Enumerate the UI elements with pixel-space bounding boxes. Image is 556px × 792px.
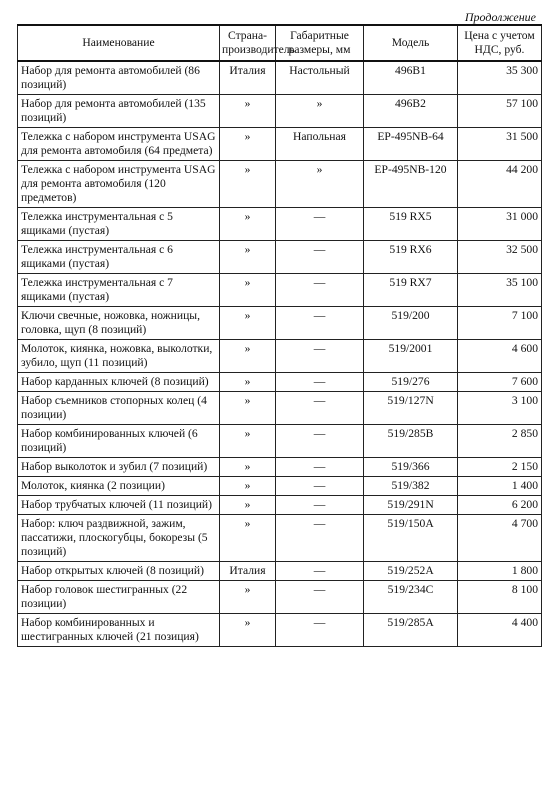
cell-size: —	[276, 373, 364, 392]
table-header	[18, 25, 542, 61]
cell-price: 2 850	[458, 425, 542, 458]
cell-country: »	[220, 477, 276, 496]
cell-country: »	[220, 581, 276, 614]
cell-size: —	[276, 392, 364, 425]
cell-size: —	[276, 562, 364, 581]
table-row	[18, 392, 542, 425]
header-price: Цена с учетом НДС, руб.	[458, 25, 542, 61]
cell-country: »	[220, 274, 276, 307]
cell-model: 519/252A	[364, 562, 458, 581]
cell-name: Молоток, киянка, ножовка, выколотки, зубило, щуп (11 позиций)	[18, 340, 220, 373]
table-row	[18, 614, 542, 647]
table-row	[18, 477, 542, 496]
table-row	[18, 274, 542, 307]
cell-size: —	[276, 477, 364, 496]
cell-country: Италия	[220, 562, 276, 581]
cell-country: »	[220, 208, 276, 241]
table-row	[18, 340, 542, 373]
table-row	[18, 95, 542, 128]
cell-name: Набор съемников стопорных колец (4 позиции)	[18, 392, 220, 425]
cell-price: 1 400	[458, 477, 542, 496]
header-size: Габаритные размеры, мм	[276, 25, 364, 61]
table-row	[18, 496, 542, 515]
table-row	[18, 208, 542, 241]
cell-model: 519/200	[364, 307, 458, 340]
cell-name: Молоток, киянка (2 позиции)	[18, 477, 220, 496]
cell-name: Набор комбинированных ключей (6 позиций)	[18, 425, 220, 458]
cell-price: 4 700	[458, 515, 542, 562]
cell-name: Набор комбинированных и шестигранных ключей (21 позиция)	[18, 614, 220, 647]
cell-price: 6 200	[458, 496, 542, 515]
cell-country: »	[220, 496, 276, 515]
cell-size: —	[276, 614, 364, 647]
cell-price: 35 100	[458, 274, 542, 307]
cell-size: —	[276, 496, 364, 515]
cell-country: »	[220, 515, 276, 562]
table-row	[18, 458, 542, 477]
cell-name: Набор выколоток и зубил (7 позиций)	[18, 458, 220, 477]
cell-size: —	[276, 274, 364, 307]
cell-price: 4 600	[458, 340, 542, 373]
cell-size: Настольный	[276, 61, 364, 95]
cell-price: 3 100	[458, 392, 542, 425]
cell-name: Набор для ремонта автомобилей (86 позиций)	[18, 61, 220, 95]
cell-name: Тележка с набором инструмента USAG для ремонта автомобиля (120 предметов)	[18, 161, 220, 208]
cell-price: 1 800	[458, 562, 542, 581]
cell-name: Набор головок шестигранных (22 позиции)	[18, 581, 220, 614]
header-model: Модель	[364, 25, 458, 61]
cell-model: 519/150A	[364, 515, 458, 562]
cell-model: 519/234C	[364, 581, 458, 614]
cell-size: »	[276, 161, 364, 208]
cell-model: 519/127N	[364, 392, 458, 425]
cell-price: 7 600	[458, 373, 542, 392]
cell-size: —	[276, 581, 364, 614]
cell-size: —	[276, 208, 364, 241]
cell-price: 32 500	[458, 241, 542, 274]
cell-model: 496B2	[364, 95, 458, 128]
cell-name: Тележка с набором инструмента USAG для ремонта автомобиля (64 предмета)	[18, 128, 220, 161]
cell-country: »	[220, 128, 276, 161]
cell-price: 31 500	[458, 128, 542, 161]
cell-model: 519/382	[364, 477, 458, 496]
cell-name: Тележка инструментальная с 5 ящиками (пустая)	[18, 208, 220, 241]
cell-price: 7 100	[458, 307, 542, 340]
cell-model: 519/276	[364, 373, 458, 392]
price-table	[17, 24, 542, 647]
table-row	[18, 241, 542, 274]
cell-price: 2 150	[458, 458, 542, 477]
table-body	[18, 61, 542, 647]
cell-country: »	[220, 95, 276, 128]
cell-price: 57 100	[458, 95, 542, 128]
cell-country: »	[220, 425, 276, 458]
table-row	[18, 307, 542, 340]
cell-country: »	[220, 614, 276, 647]
cell-name: Тележка инструментальная с 6 ящиками (пустая)	[18, 241, 220, 274]
table-row	[18, 128, 542, 161]
cell-model: EP-495NB-64	[364, 128, 458, 161]
cell-size: »	[276, 95, 364, 128]
cell-country: »	[220, 340, 276, 373]
cell-price: 35 300	[458, 61, 542, 95]
cell-name: Ключи свечные, ножовка, ножницы, головка, щуп (8 позиций)	[18, 307, 220, 340]
cell-model: 519/2001	[364, 340, 458, 373]
cell-country: »	[220, 241, 276, 274]
cell-price: 31 000	[458, 208, 542, 241]
cell-country: »	[220, 392, 276, 425]
table-row	[18, 581, 542, 614]
table-row	[18, 161, 542, 208]
cell-country: »	[220, 161, 276, 208]
cell-model: 519/285A	[364, 614, 458, 647]
table-row	[18, 515, 542, 562]
table-row	[18, 373, 542, 392]
cell-price: 4 400	[458, 614, 542, 647]
cell-name: Набор карданных ключей (8 позиций)	[18, 373, 220, 392]
header-name: Наименование	[18, 25, 220, 61]
cell-size: —	[276, 241, 364, 274]
cell-name: Тележка инструментальная с 7 ящиками (пустая)	[18, 274, 220, 307]
cell-price: 44 200	[458, 161, 542, 208]
table-row	[18, 425, 542, 458]
cell-model: 519/366	[364, 458, 458, 477]
header-country: Страна-производитель	[220, 25, 276, 61]
cell-model: EP-495NB-120	[364, 161, 458, 208]
table-row	[18, 562, 542, 581]
cell-model: 519 RX7	[364, 274, 458, 307]
cell-name: Набор для ремонта автомобилей (135 позиций)	[18, 95, 220, 128]
table-row	[18, 61, 542, 95]
cell-model: 519/291N	[364, 496, 458, 515]
cell-country: »	[220, 307, 276, 340]
cell-model: 519 RX6	[364, 241, 458, 274]
cell-size: —	[276, 458, 364, 477]
cell-price: 8 100	[458, 581, 542, 614]
cell-country: »	[220, 373, 276, 392]
cell-model: 519 RX5	[364, 208, 458, 241]
cell-size: —	[276, 425, 364, 458]
cell-size: —	[276, 515, 364, 562]
cell-size: —	[276, 340, 364, 373]
cell-name: Набор открытых ключей (8 позиций)	[18, 562, 220, 581]
cell-size: —	[276, 307, 364, 340]
cell-model: 519/285B	[364, 425, 458, 458]
cell-model: 496B1	[364, 61, 458, 95]
cell-country: »	[220, 458, 276, 477]
cell-name: Набор: ключ раздвижной, зажим, пассатижи, плоскогубцы, бокорезы (5 позиций)	[18, 515, 220, 562]
cell-country: Италия	[220, 61, 276, 95]
continued-label: Продолжение	[464, 10, 536, 24]
cell-name: Набор трубчатых ключей (11 позиций)	[18, 496, 220, 515]
cell-size: Напольная	[276, 128, 364, 161]
